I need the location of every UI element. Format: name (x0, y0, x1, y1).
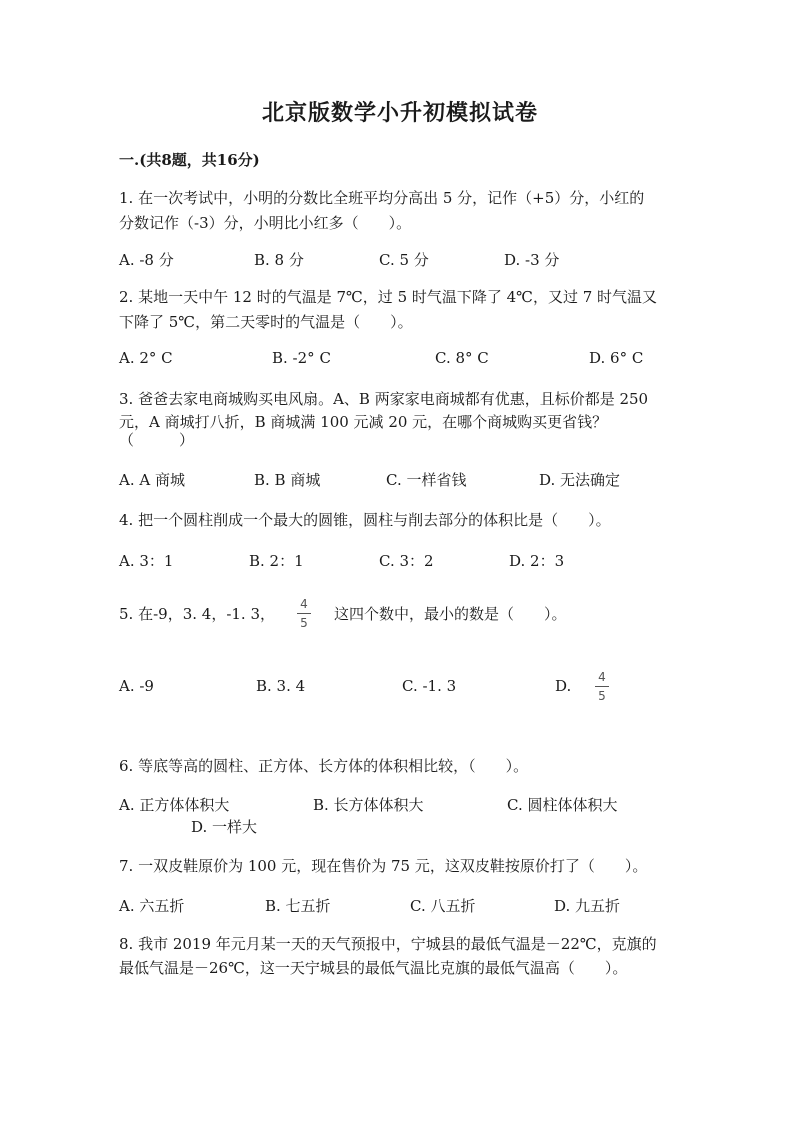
question-1-option-c: C. 5 分 (379, 251, 429, 269)
question-4-option-b: B. 2：1 (249, 552, 304, 570)
fraction-denominator: 5 (300, 616, 308, 630)
question-4-option-c: C. 3：2 (379, 552, 434, 570)
question-3-option-d: D. 无法确定 (539, 471, 621, 489)
question-3-option-a: A. A 商城 (119, 471, 185, 489)
question-5-fraction (297, 597, 311, 630)
fraction-denominator: 5 (598, 689, 606, 703)
question-7-option-d: D. 九五折 (554, 897, 621, 915)
question-5-option-d-fraction (595, 670, 609, 703)
question-1-option-b: B. 8 分 (254, 251, 304, 269)
fraction-bar (297, 613, 311, 614)
question-7-line-1: 7. 一双皮鞋原价为 100 元，现在售价为 75 元，这双皮鞋按原价打了（ ）。 (119, 857, 648, 875)
question-5-option-a: A. -9 (119, 677, 154, 695)
question-2-option-b: B. -2° C (272, 349, 331, 367)
question-6-option-d: D. 一样大 (191, 818, 258, 836)
question-7-option-a: A. 六五折 (119, 897, 185, 915)
question-2-line-2: 下降了 5℃，第二天零时的气温是（ ）。 (119, 313, 413, 331)
question-5-option-d: D. (555, 677, 572, 695)
fraction-numerator: 4 (300, 597, 308, 611)
question-1-line-2: 分数记作（-3）分，小明比小红多（ ）。 (119, 214, 412, 232)
question-1-option-d: D. -3 分 (504, 251, 560, 269)
question-5-line-2: 这四个数中，最小的数是（ ）。 (334, 605, 567, 623)
section-heading: 一.(共8题，共16分) (119, 151, 260, 169)
question-6-line-1: 6. 等底等高的圆柱、正方体、长方体的体积相比较，（ ）。 (119, 757, 529, 775)
question-5-line-1: 5. 在-9，3. 4，-1. 3， (119, 605, 276, 623)
question-6-option-a: A. 正方体体积大 (119, 796, 230, 814)
question-6-option-b: B. 长方体体积大 (313, 796, 424, 814)
question-1-option-a: A. -8 分 (119, 251, 174, 269)
question-5-option-b: B. 3. 4 (256, 677, 306, 695)
question-8-line-1: 8. 我市 2019 年元月某一天的天气预报中，宁城县的最低气温是－22℃，克旗的 (119, 935, 657, 953)
question-3-option-c: C. 一样省钱 (386, 471, 467, 489)
question-7-option-c: C. 八五折 (410, 897, 476, 915)
question-2-option-c: C. 8° C (435, 349, 489, 367)
question-4-line-1: 4. 把一个圆柱削成一个最大的圆锥，圆柱与削去部分的体积比是（ ）。 (119, 511, 611, 529)
question-1-line-1: 1. 在一次考试中，小明的分数比全班平均分高出 5 分，记作（+5）分，小红的 (119, 189, 645, 207)
fraction-bar (595, 686, 609, 687)
question-3-line-3: （ ） (119, 431, 195, 449)
question-2-line-1: 2. 某地一天中午 12 时的气温是 7℃，过 5 时气温下降了 4℃，又过 7 时气温又 (119, 288, 658, 306)
question-7-option-b: B. 七五折 (265, 897, 331, 915)
page-title: 北京版数学小升初模拟试卷 (261, 100, 538, 126)
fraction-numerator: 4 (598, 670, 606, 684)
question-6-option-c: C. 圆柱体体积大 (507, 796, 618, 814)
question-4-option-a: A. 3：1 (119, 552, 174, 570)
question-3-line-2: 元，A 商城打八折，B 商城满 100 元减 20 元，在哪个商城购买更省钱？ (119, 413, 608, 431)
question-4-option-d: D. 2：3 (509, 552, 565, 570)
question-2-option-d: D. 6° C (589, 349, 644, 367)
question-8-line-2: 最低气温是－26℃，这一天宁城县的最低气温比克旗的最低气温高（ ）。 (119, 959, 628, 977)
question-5-option-c: C. -1. 3 (402, 677, 457, 695)
question-2-option-a: A. 2° C (119, 349, 173, 367)
question-3-option-b: B. B 商城 (254, 471, 321, 489)
question-3-line-1: 3. 爸爸去家电商城购买电风扇。A、B 两家家电商城都有优惠，且标价都是 250 (119, 390, 649, 408)
